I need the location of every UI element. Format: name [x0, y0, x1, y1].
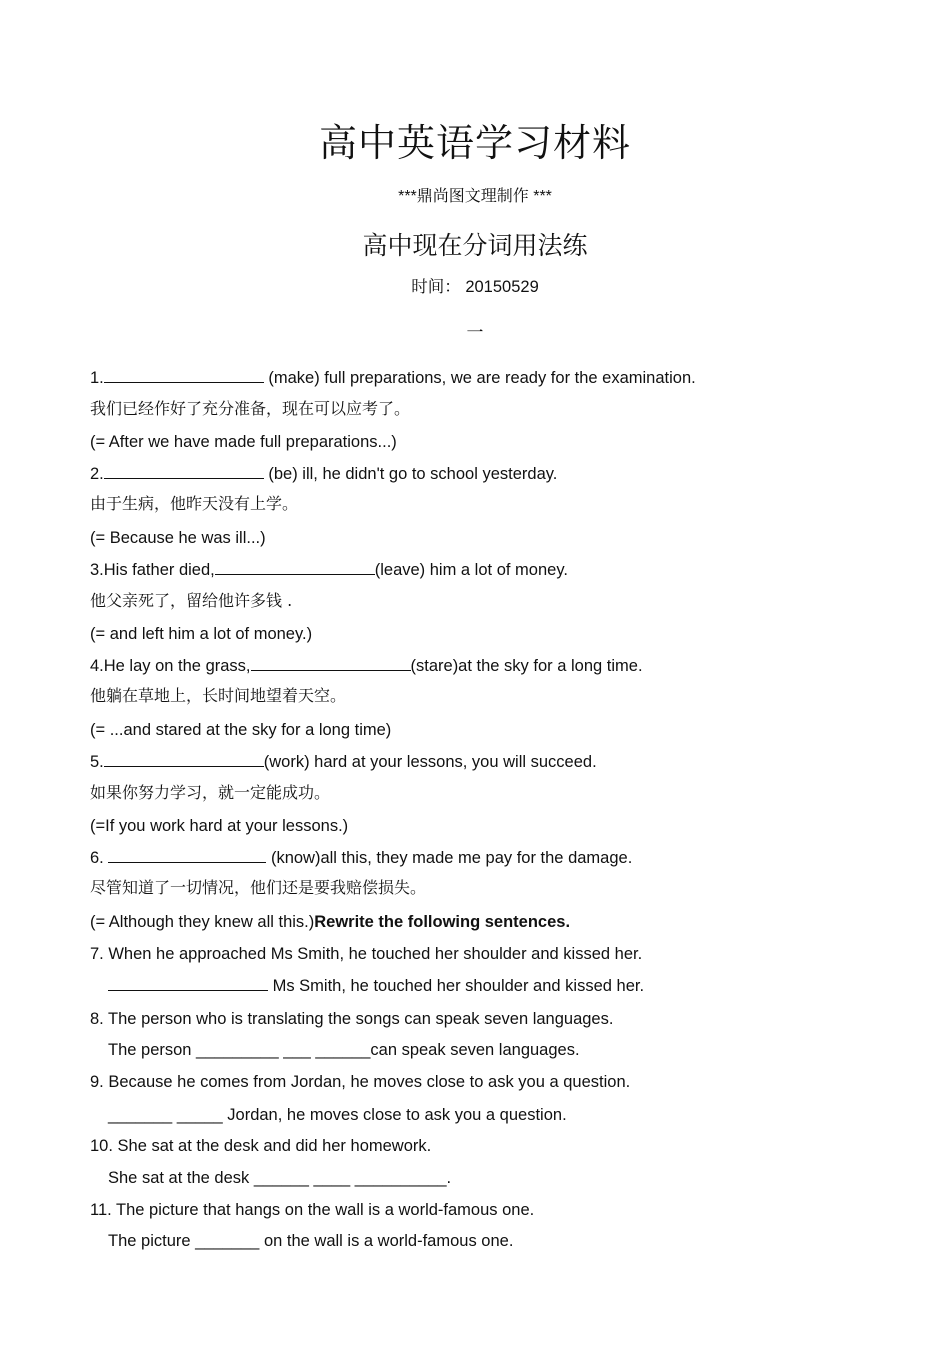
question-text: (work) hard at your lessons, you will succeed. — [263, 753, 597, 771]
question-10-rewrite: She sat at the desk ______ ____ __________. — [108, 1169, 452, 1187]
question-3 — [90, 560, 568, 580]
question-8-original: 8. The person who is translating the songs can speak seven languages. — [90, 1010, 614, 1028]
question-text: (know)all this, they made me pay for the damage. — [266, 849, 633, 867]
question-4-translation: 他躺在草地上，长时间地望着天空。 — [90, 686, 347, 705]
answer-blank — [108, 976, 268, 991]
question-7-original: 7. When he approached Ms Smith, he touched her shoulder and kissed her. — [90, 945, 643, 963]
question-6-hint: (= Although they knew all this.) — [90, 913, 315, 931]
question-10-original: 10. She sat at the desk and did her homework. — [90, 1137, 432, 1155]
question-prefix: 4.He lay on the grass, — [90, 657, 251, 675]
question-2-hint: (= Because he was ill...) — [90, 529, 266, 547]
question-text: (stare)at the sky for a long time. — [410, 657, 643, 675]
answer-blank — [104, 464, 264, 479]
question-8-rewrite: The person _________ ___ ______can speak seven languages. — [108, 1041, 580, 1059]
question-prefix: 3.His father died, — [90, 561, 215, 579]
question-5-translation: 如果你努力学习，就一定能成功。 — [90, 783, 331, 802]
question-5 — [90, 752, 597, 772]
answer-blank — [251, 656, 411, 671]
answer-blank — [108, 848, 266, 863]
question-number: 6. — [90, 849, 109, 867]
question-3-translation: 他父亲死了，留给他许多钱 . — [90, 591, 293, 610]
question-text: (make) full preparations, we are ready for the examination. — [263, 369, 696, 387]
answer-blank — [104, 752, 264, 767]
question-text: (be) ill, he didn't go to school yesterday. — [263, 465, 558, 483]
question-1 — [90, 368, 696, 388]
question-6 — [90, 848, 632, 868]
question-4-hint: (= ...and stared at the sky for a long time) — [90, 721, 392, 739]
question-2 — [90, 464, 557, 484]
answer-blank — [215, 560, 375, 575]
question-11-rewrite: The picture _______ on the wall is a world-famous one. — [108, 1232, 514, 1250]
question-3-hint: (= and left him a lot of money.) — [90, 625, 313, 643]
section-number: 一 — [466, 323, 484, 342]
date-line: 时间： 20150529 — [411, 278, 539, 296]
question-9-rewrite: _______ _____ Jordan, he moves close to ask you a question. — [108, 1106, 567, 1124]
answer-blank — [104, 368, 264, 383]
question-1-translation: 我们已经作好了充分准备，现在可以应考了。 — [90, 399, 411, 418]
question-7-rewrite — [108, 976, 644, 996]
question-text: (leave) him a lot of money. — [374, 561, 568, 579]
question-6-hint-line — [90, 912, 570, 932]
question-number: 5. — [90, 753, 104, 771]
rewrite-text: Ms Smith, he touched her shoulder and kissed her. — [268, 977, 645, 995]
rewrite-section-heading: Rewrite the following sentences. — [314, 913, 571, 931]
question-1-hint: (= After we have made full preparations...) — [90, 433, 397, 451]
question-number: 2. — [90, 465, 104, 483]
page-title: 高中英语学习材料 — [318, 121, 631, 165]
question-2-translation: 由于生病，他昨天没有上学。 — [90, 494, 299, 513]
question-6-translation: 尽管知道了一切情况，他们还是要我赔偿损失。 — [90, 878, 427, 897]
question-9-original: 9. Because he comes from Jordan, he moves close to ask you a question. — [90, 1073, 631, 1091]
question-number: 1. — [90, 369, 104, 387]
page-subtitle: 高中现在分词用法练 — [362, 231, 588, 260]
question-5-hint: (=If you work hard at your lessons.) — [90, 817, 349, 835]
question-11-original: 11. The picture that hangs on the wall is a world-famous one. — [90, 1201, 535, 1219]
question-4 — [90, 656, 643, 676]
maker-line: ***鼎尚图文理制作 *** — [398, 188, 552, 205]
